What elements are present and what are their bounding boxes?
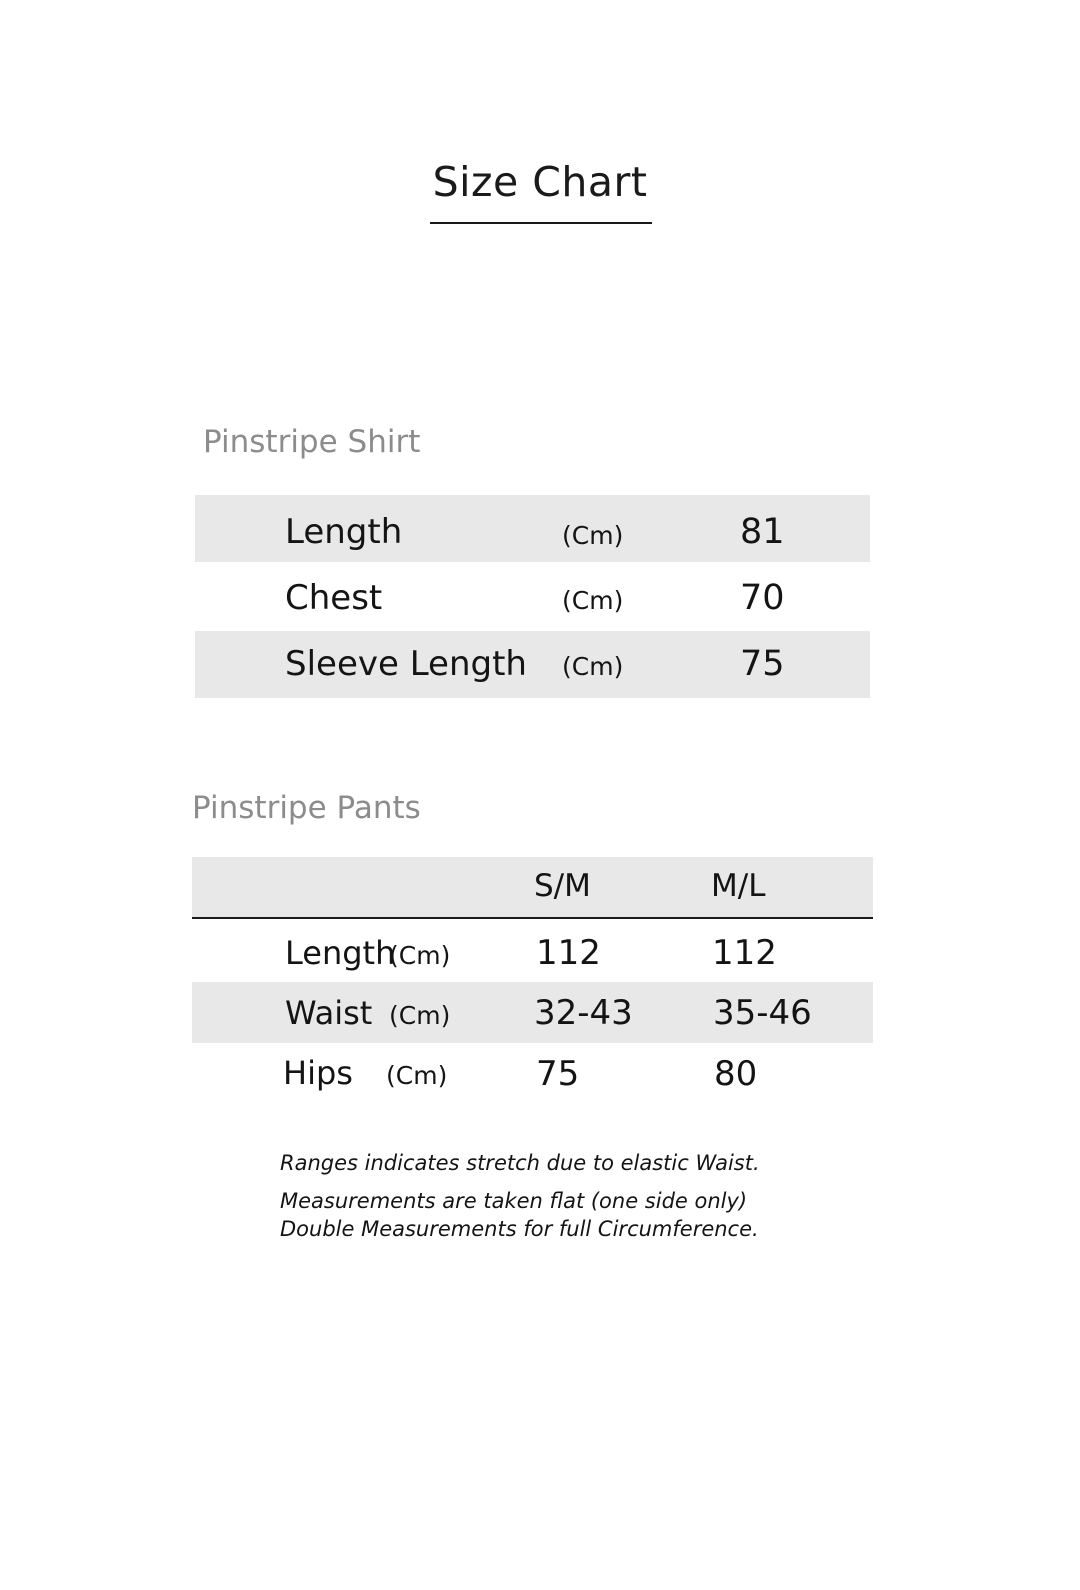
- shirt-length-value: 81: [740, 512, 785, 552]
- page-title: Size Chart: [432, 158, 648, 206]
- pants-waist-sm: 32-43: [534, 993, 633, 1033]
- pants-header-divider: [192, 917, 873, 919]
- note-stretch: Ranges indicates stretch due to elastic Waist.: [280, 1151, 760, 1175]
- pants-length-label: Length: [285, 934, 396, 972]
- pants-length-ml: 112: [712, 933, 777, 973]
- pants-waist-unit: (Cm): [389, 1001, 451, 1030]
- pants-header-ml: M/L: [711, 868, 766, 904]
- pants-waist-ml: 35-46: [713, 993, 812, 1033]
- pants-header-sm: S/M: [534, 868, 591, 904]
- note-flat-measurements: Measurements are taken flat (one side only): [280, 1189, 748, 1213]
- shirt-sleeve-length-value: 75: [740, 644, 785, 684]
- shirt-length-unit: (Cm): [562, 521, 624, 550]
- note-double-measurements: Double Measurements for full Circumference.: [280, 1217, 759, 1241]
- pants-section-title: Pinstripe Pants: [192, 790, 421, 826]
- pants-length-unit: (Cm): [389, 941, 451, 970]
- pants-hips-ml: 80: [714, 1054, 758, 1094]
- shirt-section-title: Pinstripe Shirt: [203, 424, 421, 460]
- shirt-chest-label: Chest: [285, 578, 383, 618]
- pants-length-sm: 112: [536, 933, 601, 973]
- shirt-sleeve-length-label: Sleeve Length: [285, 644, 527, 684]
- pants-header-band: [192, 857, 873, 917]
- shirt-chest-value: 70: [740, 578, 785, 618]
- pants-waist-label: Waist: [285, 994, 373, 1032]
- pants-hips-label: Hips: [283, 1054, 353, 1092]
- pants-hips-sm: 75: [536, 1054, 580, 1094]
- shirt-chest-unit: (Cm): [562, 586, 624, 615]
- pants-hips-unit: (Cm): [386, 1061, 448, 1090]
- title-underline: [430, 222, 652, 224]
- shirt-sleeve-length-unit: (Cm): [562, 652, 624, 681]
- shirt-length-label: Length: [285, 512, 403, 552]
